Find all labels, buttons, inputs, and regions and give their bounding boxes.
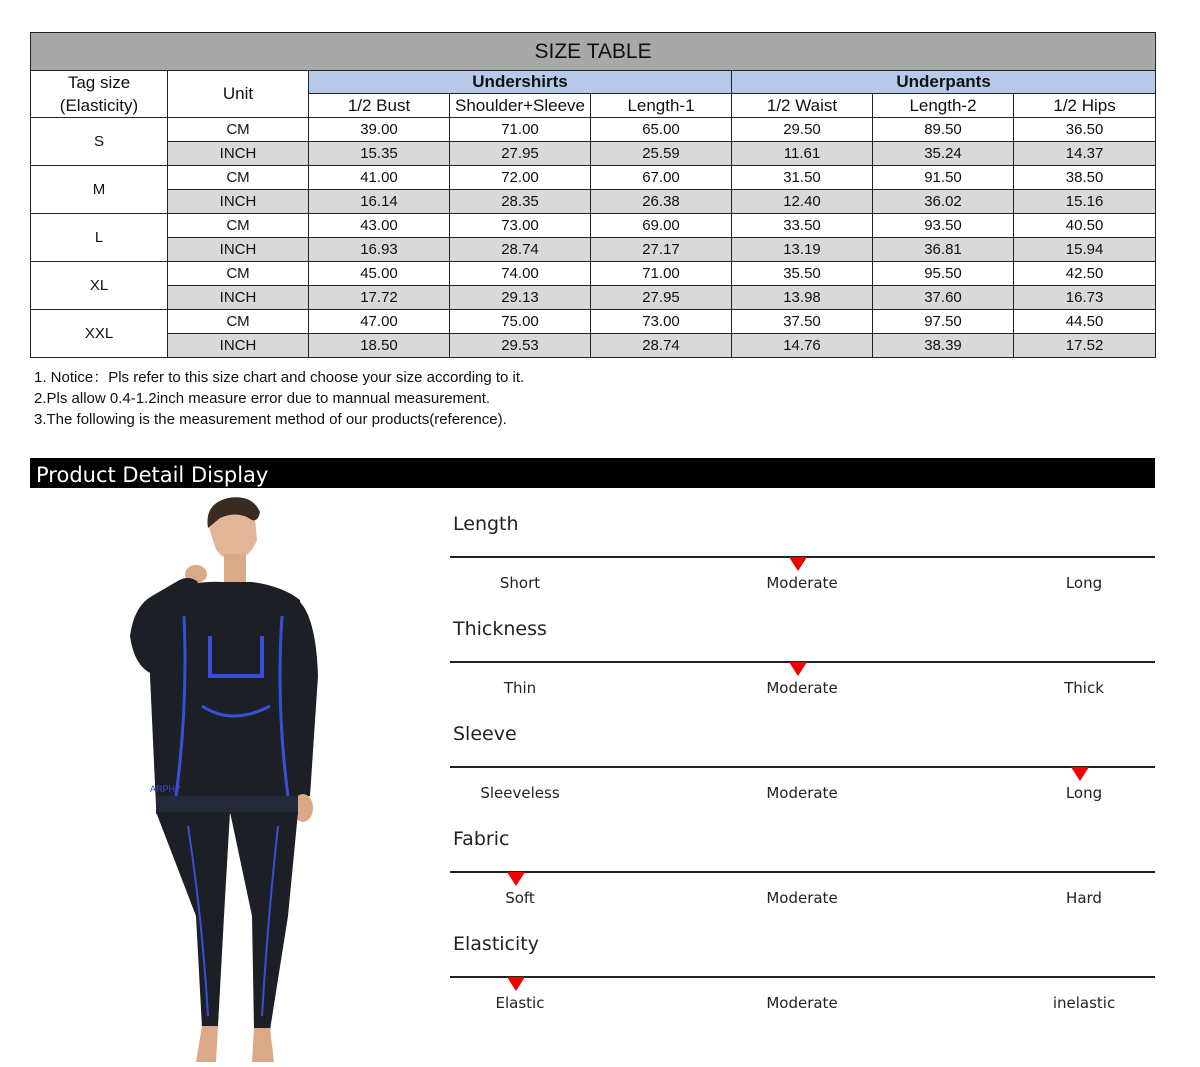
unit-cell: CM xyxy=(168,214,309,238)
size-label: L xyxy=(31,214,168,262)
table-cell: 37.50 xyxy=(732,310,873,334)
table-row xyxy=(31,286,1156,310)
model-brand-text: ARPHY xyxy=(150,784,182,794)
column-header-hips: 1/2 Hips xyxy=(1014,94,1156,118)
table-cell: 74.00 xyxy=(450,262,591,286)
table-cell: 71.00 xyxy=(450,118,591,142)
table-cell: 14.76 xyxy=(732,334,873,358)
table-cell: 89.50 xyxy=(873,118,1014,142)
scale-line xyxy=(450,766,1155,768)
table-row xyxy=(31,118,1156,142)
scale-label: Moderate xyxy=(766,574,838,592)
table-cell: 17.52 xyxy=(1014,334,1156,358)
table-cell: 69.00 xyxy=(591,214,732,238)
scale-label: Long xyxy=(1065,784,1103,802)
attribute-title: Fabric xyxy=(453,828,510,850)
model-neck xyxy=(224,554,246,584)
column-header-length-1: Length-1 xyxy=(591,94,732,118)
column-header-waist: 1/2 Waist xyxy=(732,94,873,118)
column-header-length-2: Length-2 xyxy=(873,94,1014,118)
table-cell: 27.17 xyxy=(591,238,732,262)
attribute-title: Length xyxy=(453,513,519,535)
table-cell: 40.50 xyxy=(1014,214,1156,238)
scale-label: inelastic xyxy=(1052,994,1116,1012)
size-table xyxy=(30,32,1156,358)
table-cell: 36.81 xyxy=(873,238,1014,262)
tag-size-label: Tag size xyxy=(67,73,131,92)
table-cell: 14.37 xyxy=(1014,142,1156,166)
table-cell: 11.61 xyxy=(732,142,873,166)
table-cell: 37.60 xyxy=(873,286,1014,310)
scale-marker-icon xyxy=(789,662,807,676)
table-cell: 95.50 xyxy=(873,262,1014,286)
scale-label: Short xyxy=(499,574,541,592)
attribute-title: Thickness xyxy=(453,618,547,640)
undershirts-header: Undershirts xyxy=(309,71,732,94)
unit-cell: INCH xyxy=(168,142,309,166)
table-cell: 39.00 xyxy=(309,118,450,142)
scale-label: Moderate xyxy=(766,889,838,907)
table-cell: 17.72 xyxy=(309,286,450,310)
table-cell: 97.50 xyxy=(873,310,1014,334)
unit-cell: CM xyxy=(168,166,309,190)
scale-label: Long xyxy=(1065,574,1103,592)
unit-cell: INCH xyxy=(168,286,309,310)
table-row xyxy=(31,166,1156,190)
table-cell: 72.00 xyxy=(450,166,591,190)
table-cell: 27.95 xyxy=(450,142,591,166)
table-row xyxy=(31,310,1156,334)
table-row xyxy=(31,142,1156,166)
table-cell: 27.95 xyxy=(591,286,732,310)
scale-line xyxy=(450,871,1155,873)
table-cell: 26.38 xyxy=(591,190,732,214)
table-cell: 16.14 xyxy=(309,190,450,214)
note-line: 2.Pls allow 0.4-1.2inch measure error due to mannual measurement. xyxy=(34,390,491,407)
table-cell: 18.50 xyxy=(309,334,450,358)
table-cell: 65.00 xyxy=(591,118,732,142)
table-cell: 15.16 xyxy=(1014,190,1156,214)
unit-cell: CM xyxy=(168,310,309,334)
table-cell: 44.50 xyxy=(1014,310,1156,334)
model-photo xyxy=(92,496,342,1066)
table-cell: 29.13 xyxy=(450,286,591,310)
table-row xyxy=(31,214,1156,238)
tag-size-header xyxy=(31,71,168,118)
underpants-header: Underpants xyxy=(732,71,1156,94)
scale-label: Thin xyxy=(503,679,537,697)
unit-cell: CM xyxy=(168,118,309,142)
size-label: XL xyxy=(31,262,168,310)
size-notes xyxy=(34,367,524,430)
scale-label: Soft xyxy=(505,889,535,907)
note-line: 3.The following is the measurement method of our products(reference). xyxy=(34,411,507,428)
table-cell: 71.00 xyxy=(591,262,732,286)
table-cell: 28.74 xyxy=(591,334,732,358)
scale-marker-icon xyxy=(1071,767,1089,781)
scale-label: Sleeveless xyxy=(480,784,560,802)
model-waistband xyxy=(156,796,298,814)
table-cell: 31.50 xyxy=(732,166,873,190)
table-cell: 75.00 xyxy=(450,310,591,334)
table-cell: 93.50 xyxy=(873,214,1014,238)
table-cell: 91.50 xyxy=(873,166,1014,190)
table-cell: 12.40 xyxy=(732,190,873,214)
table-cell: 67.00 xyxy=(591,166,732,190)
table-cell: 47.00 xyxy=(309,310,450,334)
table-cell: 38.50 xyxy=(1014,166,1156,190)
attribute-title: Sleeve xyxy=(453,723,517,745)
table-row xyxy=(31,238,1156,262)
scale-marker-icon xyxy=(789,557,807,571)
scale-label: Elastic xyxy=(495,994,545,1012)
scale-label: Hard xyxy=(1066,889,1102,907)
model-foot-left xyxy=(196,1026,218,1062)
scale-marker-icon xyxy=(507,872,525,886)
table-cell: 41.00 xyxy=(309,166,450,190)
unit-cell: INCH xyxy=(168,190,309,214)
scale-label: Thick xyxy=(1064,679,1104,697)
column-header-shoulder-sleeve: Shoulder+Sleeve xyxy=(450,94,591,118)
unit-header: Unit xyxy=(168,71,309,118)
model-foot-right xyxy=(252,1028,274,1062)
scale-label: Moderate xyxy=(766,679,838,697)
scale-line xyxy=(450,976,1155,978)
table-cell: 16.93 xyxy=(309,238,450,262)
size-label: XXL xyxy=(31,310,168,358)
table-row xyxy=(31,334,1156,358)
column-header-bust: 1/2 Bust xyxy=(309,94,450,118)
size-label: M xyxy=(31,166,168,214)
size-table-title: SIZE TABLE xyxy=(31,33,1156,71)
table-cell: 43.00 xyxy=(309,214,450,238)
table-cell: 25.59 xyxy=(591,142,732,166)
scale-label: Moderate xyxy=(766,784,838,802)
table-cell: 29.50 xyxy=(732,118,873,142)
table-cell: 38.39 xyxy=(873,334,1014,358)
table-cell: 13.98 xyxy=(732,286,873,310)
table-cell: 36.50 xyxy=(1014,118,1156,142)
table-cell: 73.00 xyxy=(591,310,732,334)
table-cell: 33.50 xyxy=(732,214,873,238)
unit-cell: INCH xyxy=(168,238,309,262)
table-cell: 42.50 xyxy=(1014,262,1156,286)
table-cell: 28.74 xyxy=(450,238,591,262)
size-label: S xyxy=(31,118,168,166)
unit-cell: INCH xyxy=(168,334,309,358)
table-cell: 73.00 xyxy=(450,214,591,238)
scale-marker-icon xyxy=(507,977,525,991)
table-cell: 16.73 xyxy=(1014,286,1156,310)
table-row xyxy=(31,190,1156,214)
table-cell: 35.50 xyxy=(732,262,873,286)
attribute-title: Elasticity xyxy=(453,933,539,955)
table-row xyxy=(31,262,1156,286)
table-cell: 15.35 xyxy=(309,142,450,166)
elasticity-label: (Elasticity) xyxy=(59,96,139,115)
product-detail-banner: Product Detail Display xyxy=(30,458,1155,488)
table-cell: 36.02 xyxy=(873,190,1014,214)
table-cell: 35.24 xyxy=(873,142,1014,166)
table-cell: 13.19 xyxy=(732,238,873,262)
model-leg-left xyxy=(156,812,230,1028)
note-line: 1. Notice：Pls refer to this size chart and choose your size according to it. xyxy=(34,369,525,386)
unit-cell: CM xyxy=(168,262,309,286)
scale-label: Moderate xyxy=(766,994,838,1012)
table-cell: 28.35 xyxy=(450,190,591,214)
table-cell: 45.00 xyxy=(309,262,450,286)
table-cell: 15.94 xyxy=(1014,238,1156,262)
table-cell: 29.53 xyxy=(450,334,591,358)
